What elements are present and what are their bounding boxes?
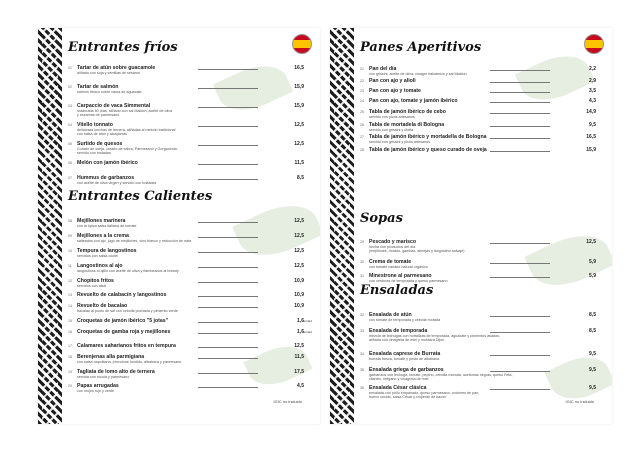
item-name: Ensalada de atún: [369, 312, 412, 318]
item-number: 35: [360, 368, 364, 372]
item-description: [77, 269, 179, 273]
item-name: Pan con ajo y tomate: [369, 88, 421, 94]
description-line: con tomate canario natural orgánico: [369, 265, 428, 269]
leader-line: [490, 243, 550, 244]
item-number: 20: [68, 384, 72, 388]
item-name: Vitello tonnato: [77, 122, 113, 128]
leader-line: [490, 332, 550, 333]
item-name: Chopitos fritos: [77, 278, 114, 284]
item-price: 3,5: [589, 88, 596, 94]
menu-item: [68, 383, 310, 397]
leader-line: [198, 373, 258, 374]
menu-item: [68, 103, 310, 117]
item-name: Tartar de atún sobre guacamole: [77, 65, 156, 71]
item-price: 5,9: [589, 273, 596, 279]
item-number: 14: [68, 304, 72, 308]
item-price: 11,5: [294, 354, 304, 360]
item-name: Melón con jamón ibérico: [77, 160, 138, 166]
item-name: Tabla de jamón ibérico y queso curado de oveja: [369, 147, 487, 153]
item-name: Ensalada César clásica: [369, 385, 427, 391]
item-price: 8,5: [589, 312, 596, 318]
item-number: 12: [68, 279, 72, 283]
menu-item: [68, 233, 310, 247]
item-price: 12,5: [294, 248, 304, 254]
leader-line: [198, 107, 258, 108]
item-price: 8,5: [297, 175, 304, 181]
menu-item: [68, 248, 310, 262]
item-number: 31: [360, 274, 364, 278]
description-line: servido con picos artesanos: [369, 115, 415, 119]
leader-line: [198, 307, 258, 308]
menu-item: [360, 367, 602, 381]
menu-item: [68, 65, 310, 79]
description-line: deliciosas lonchas de ternera, aliñadas al melodo tradicional: [77, 128, 176, 132]
description-line: servidos con salsa cóctel: [77, 254, 118, 258]
menu-item: [360, 239, 602, 253]
menu-item: [360, 312, 602, 326]
item-price: 15,9: [294, 84, 304, 90]
item-price: 9,5: [589, 122, 596, 128]
item-description: [77, 254, 118, 258]
leader-line: [198, 69, 258, 70]
item-price: 4,5: [297, 383, 304, 389]
item-price: 10,9: [294, 292, 304, 298]
description-line: con aceite de oliva virgen y servido con tostadas: [77, 181, 157, 185]
item-number: 22: [360, 79, 364, 83]
item-number: 32: [360, 313, 364, 317]
item-description: [369, 128, 413, 132]
description-line: bacalao al punto de sal con cebolla pochada y pimiento verde: [77, 309, 178, 313]
item-description: [77, 389, 114, 393]
item-price: 1,6: [297, 329, 304, 335]
menu-item: [68, 354, 310, 368]
menu-item: [68, 329, 310, 343]
item-number: 19: [68, 370, 72, 374]
menu-item: [360, 385, 602, 399]
item-number: 15: [68, 319, 72, 323]
menu-item: [360, 134, 602, 148]
menu-item: [68, 160, 310, 174]
item-description: [369, 357, 439, 361]
menu-item: [360, 259, 602, 273]
item-description: [77, 128, 175, 136]
item-description: [369, 72, 467, 76]
description-line: y escamas de parmesano: [77, 113, 120, 118]
description-line: con grissini, aceite de oliva, vinagre balsámico y sal Maldon: [369, 72, 467, 76]
item-description: [77, 224, 136, 228]
item-price: 9,5: [589, 367, 596, 373]
item-name: Pescado y marisco: [369, 239, 417, 245]
description-line: ensalada con pollo empanado, queso parmesano, crutones de pan,: [369, 391, 480, 395]
item-number: 04: [68, 123, 72, 127]
description-line: langostinos al ajillo con aceite de oliva y flambeados al brandy: [77, 269, 179, 273]
description-line: con la típica salsa italiana de tomate: [77, 224, 137, 228]
item-description: [369, 245, 465, 253]
item-number: 07: [68, 176, 72, 180]
item-name: Croquetas de jamón ibérico "5 jotas": [77, 318, 169, 324]
description-line: con salsa de atún y alcaparras: [77, 132, 128, 137]
menu-item: [68, 278, 310, 292]
leader-line: [198, 164, 258, 165]
item-price: 12,5: [586, 239, 596, 245]
item-price: 17,5: [294, 369, 304, 375]
item-description: [369, 334, 500, 342]
item-number: 29: [360, 240, 364, 244]
menu-item: [68, 303, 310, 317]
item-price: 15,9: [586, 147, 596, 153]
item-description: [77, 375, 129, 379]
leader-line: [490, 151, 550, 152]
item-number: 10: [68, 249, 72, 253]
item-name: Langostinos al ajo: [77, 263, 123, 269]
item-name: Mejillones marinera: [77, 218, 126, 224]
item-name: Tempura de langostinos: [77, 248, 137, 254]
item-price: 12,5: [294, 141, 304, 147]
leader-line: [198, 322, 258, 323]
menu-item: [68, 141, 310, 155]
item-name: Ensalada griega de garbanzos: [369, 367, 444, 373]
item-name: Croquetas de gamba roja y mejillones: [77, 329, 171, 335]
item-name: Tabla de jamón ibérico y mortadella de Bologna: [369, 134, 487, 140]
item-price: 12,5: [294, 263, 304, 269]
leader-line: [490, 113, 550, 114]
menu-item: [360, 109, 602, 123]
item-number: 01: [68, 66, 72, 70]
item-price: 2,2: [589, 66, 596, 72]
item-description: [77, 309, 178, 313]
leader-line: [198, 222, 258, 223]
description-line: (mejillones, dorado, gambas, almejas y langostino salvaje): [369, 249, 465, 254]
item-price: 15,9: [294, 103, 304, 109]
item-name: Tabla de mortadela di Bologna: [369, 122, 445, 128]
leader-line: [490, 70, 550, 71]
item-number: 28: [360, 148, 364, 152]
item-name: Mejillones a la crema: [77, 233, 129, 239]
item-number: 33: [360, 329, 364, 333]
section-title: Sopas: [360, 211, 403, 226]
item-name: Hummus de garbanzos: [77, 175, 135, 181]
item-price: 2,9: [589, 78, 596, 84]
description-line: con salsa napolitana, provolone fundido, albahaca y parmesano: [77, 360, 182, 364]
leader-line: [198, 145, 258, 146]
item-name: Pan con ajo, tomate y jamón ibérico: [369, 98, 458, 104]
description-line: madurada 60 días, aliñado con sal Maldon, aceite de oliva: [77, 109, 173, 113]
item-number: 05: [68, 142, 72, 146]
leader-line: [490, 102, 550, 103]
item-name: Papas arrugadas: [77, 383, 119, 389]
item-name: Revuelto de calabacín y langostinos: [77, 292, 167, 298]
item-price: 8,5: [589, 328, 596, 334]
section-title: Ensaladas: [360, 283, 434, 298]
leader-line: [198, 282, 258, 283]
leader-line: [198, 347, 258, 348]
item-price: 11,5: [294, 160, 304, 166]
leader-line: [198, 387, 258, 388]
item-number: 21: [360, 67, 364, 71]
item-price: 14,9: [586, 109, 596, 115]
item-number: 06: [68, 161, 72, 165]
item-description: [369, 140, 430, 144]
item-price: 10,9: [294, 278, 304, 284]
description-line: servido con tostadas: [77, 151, 111, 156]
item-number: 36: [360, 386, 364, 390]
item-number: 09: [68, 234, 72, 238]
leader-line: [198, 88, 258, 89]
leader-line: [490, 138, 550, 139]
item-price: 9,5: [589, 385, 596, 391]
description-line: servido con grissini y picos artesanos: [369, 140, 431, 144]
item-name: Crema de tomate: [369, 259, 412, 265]
item-number: 02: [68, 85, 72, 89]
item-name: Pan con ajo y alioli: [369, 78, 416, 84]
item-name: Tartar de salmón: [77, 84, 119, 90]
item-price: 12,5: [294, 233, 304, 239]
description-line: mezcla de lechugas con hortalizas de temporada, aguacate y pimientos asados,: [369, 334, 500, 338]
description-line: salteados con ajo, jugo de mejillones, vino blanco y reducción de nata: [77, 239, 192, 243]
item-number: 23: [360, 89, 364, 93]
leader-line: [198, 267, 258, 268]
item-description: [369, 373, 513, 381]
description-line: aliñado con soja y semillas de sésamo: [77, 71, 140, 75]
item-price: 16,5: [294, 65, 304, 71]
leader-line: [198, 296, 258, 297]
item-description: [77, 284, 106, 288]
price-unit: unidad: [302, 330, 312, 334]
item-number: 25: [360, 110, 364, 114]
item-number: 11: [68, 264, 72, 268]
item-name: Calamares saharianos fritos en tempura: [77, 343, 176, 349]
description-line: Curado de oveja, curado de cabra, Parmesano y Gorgonzola,: [77, 147, 178, 151]
leader-line: [490, 263, 550, 264]
item-name: Minestrone al parmesano: [369, 273, 432, 279]
item-number: 16: [68, 330, 72, 334]
price-unit: unidad: [302, 319, 312, 323]
menu-item: [68, 369, 310, 383]
leader-line: [490, 389, 550, 390]
description-line: hecha con productos del día: [369, 245, 416, 249]
menu-item: [360, 147, 602, 161]
item-name: Pan del día: [369, 66, 397, 72]
description-line: aliñada con vinagreta de miel y mostaza Dijon: [369, 338, 445, 343]
item-number: 26: [360, 123, 364, 127]
right-menu-content: [360, 28, 602, 424]
item-name: Ensalada caprese de Burrata: [369, 351, 441, 357]
description-line: garbanzos con lechuga, tomate, pepino, cebolla morada, aceitunas negras, queso Feta,: [369, 373, 513, 377]
item-price: 5,9: [589, 259, 596, 265]
leader-line: [490, 371, 550, 372]
menu-item: [68, 122, 310, 136]
item-description: [77, 239, 191, 243]
item-price: 12,5: [294, 218, 304, 224]
item-price: 12,5: [294, 343, 304, 349]
leader-line: [198, 179, 258, 180]
item-number: 24: [360, 99, 364, 103]
leader-line: [490, 92, 550, 93]
menu-item: [68, 84, 310, 98]
section-title: Panes Aperitivos: [360, 40, 482, 55]
item-description: [77, 71, 140, 75]
item-number: 08: [68, 219, 72, 223]
item-name: Tagliata de lomo alto de ternera: [77, 369, 155, 375]
item-number: 17: [68, 344, 72, 348]
leader-line: [198, 333, 258, 334]
leader-line: [490, 316, 550, 317]
menu-page-left: [38, 28, 320, 424]
description-line: con mojos rojo y verde: [77, 389, 115, 393]
item-description: [77, 109, 172, 117]
item-number: 03: [68, 104, 72, 108]
description-line: con verduras de temporada y queso parmesano: [369, 279, 448, 283]
leader-line: [198, 358, 258, 359]
item-price: 1,6: [297, 318, 304, 324]
item-description: [77, 147, 178, 155]
description-line: salmón fresco sobre cama de aguacate: [77, 90, 142, 94]
decorative-border: [38, 28, 62, 424]
item-description: [77, 360, 181, 364]
description-line: servidos con alioli: [77, 284, 107, 288]
description-line: burrata fresca, tomate y pesto de albahaca: [369, 357, 440, 361]
item-price: 9,5: [589, 351, 596, 357]
item-description: [369, 115, 415, 119]
item-number: 18: [68, 355, 72, 359]
section-title: Entrantes fríos: [68, 40, 178, 55]
item-number: 34: [360, 352, 364, 356]
description-line: huevo cocido, salsa César y crujiente de bacon: [369, 395, 447, 400]
item-name: Berenjenas alla parmigiana: [77, 354, 145, 360]
item-price: 10,9: [294, 303, 304, 309]
description-line: cilantro, orégano y vinagreta de miel: [369, 377, 429, 382]
item-name: Ensalada de temporada: [369, 328, 428, 334]
leader-line: [490, 82, 550, 83]
item-number: 27: [360, 135, 364, 139]
item-price: 12,5: [294, 122, 304, 128]
menu-item: [68, 263, 310, 277]
item-name: Carpaccio de vaca Simmental: [77, 103, 151, 109]
menu-item: [68, 218, 310, 232]
menu-item: [360, 351, 602, 365]
item-price: 4,3: [589, 98, 596, 104]
section-title: Entrantes Calientes: [68, 189, 213, 204]
menu-item: [360, 328, 602, 342]
item-description: [369, 265, 428, 269]
item-number: 13: [68, 293, 72, 297]
item-name: Surtido de quesos: [77, 141, 123, 147]
item-description: [369, 318, 440, 322]
leader-line: [490, 277, 550, 278]
iva-note: IGIC no incluido: [565, 399, 594, 404]
item-description: [77, 90, 142, 94]
description-line: servida con rúcula y parmesano: [77, 375, 130, 379]
item-name: Tabla de jamón ibérico de cebo: [369, 109, 446, 115]
item-description: [369, 391, 479, 399]
item-number: 30: [360, 260, 364, 264]
leader-line: [198, 252, 258, 253]
iva-note: IGIC no incluido: [273, 399, 302, 404]
leader-line: [198, 237, 258, 238]
menu-page-right: [330, 28, 612, 424]
item-description: [77, 181, 156, 185]
leader-line: [198, 126, 258, 127]
menu-item: [68, 175, 310, 189]
leader-line: [490, 355, 550, 356]
description-line: servido con grissini y rilofta: [369, 128, 414, 132]
decorative-border: [330, 28, 354, 424]
item-name: Revuelto de bacalao: [77, 303, 128, 309]
description-line: con tomate de temporada y cebolla morada: [369, 318, 441, 322]
leader-line: [490, 126, 550, 127]
item-price: 16,5: [586, 134, 596, 140]
left-menu-content: [68, 28, 310, 424]
